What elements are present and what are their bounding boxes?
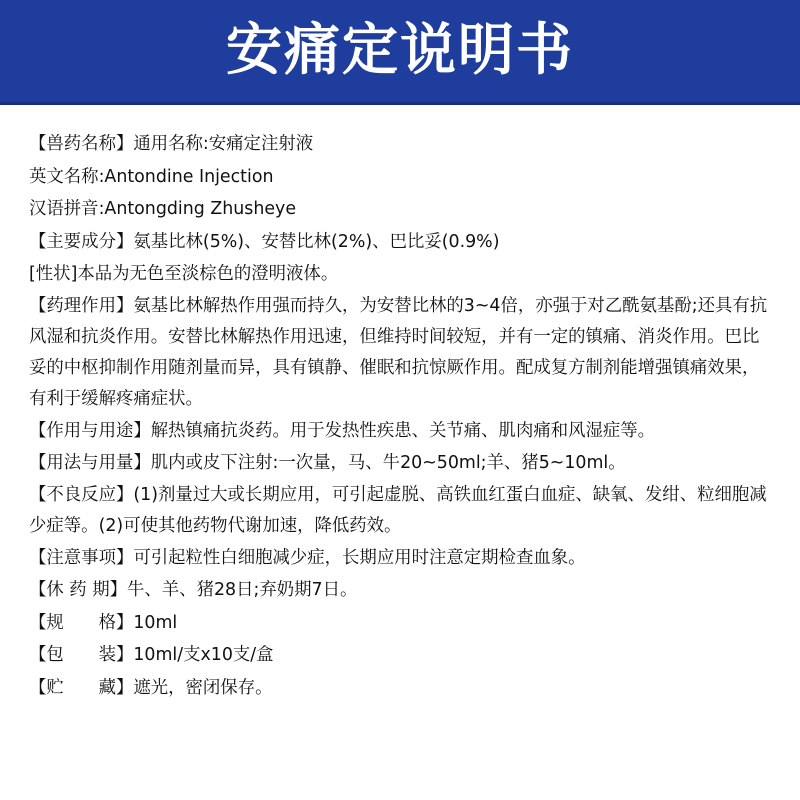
- document-body: [29, 128, 775, 704]
- field-drug-name: 【兽药名称】通用名称:安痛定注射液: [29, 134, 314, 154]
- field-storage: 【贮 藏】遮光，密闭保存。: [29, 677, 273, 698]
- field-indications: 【作用与用途】解热镇痛抗炎药。用于发热性疾患、关节痛、肌肉痛和风湿症等。: [29, 420, 656, 441]
- field-english-name: 英文名称:Antondine Injection: [29, 166, 274, 187]
- page-title: 安痛定说明书: [226, 18, 574, 83]
- field-withdrawal-period: 【休 药 期】牛、羊、猪28日;弃奶期7日。: [29, 580, 358, 600]
- field-appearance: [性状]本品为无色至淡棕色的澄明液体。: [29, 264, 339, 284]
- field-dosage: 【用法与用量】肌内或皮下注射:一次量，马、牛20~50ml;羊、猪5~10ml。: [29, 453, 626, 473]
- field-adverse-reactions: 【不良反应】(1)剂量过大或长期应用，可引起虚脱、高铁血红蛋白血症、缺氧、发绀、粒细胞减少症等。(2)可使其他药物代谢加速，降低药效。: [29, 484, 767, 536]
- field-ingredients: 【主要成分】氨基比林(5%)、安替比林(2%)、巴比妥(0.9%): [29, 231, 500, 252]
- field-pinyin: 汉语拼音:Antongding Zhusheye: [29, 199, 297, 219]
- field-precautions: 【注意事项】可引起粒性白细胞减少症，长期应用时注意定期检查血象。: [29, 547, 586, 568]
- field-package: 【包 装】10ml/支x10支/盒: [29, 645, 274, 665]
- field-pharmacology: 【药理作用】氨基比林解热作用强而持久，为安替比林的3~4倍，亦强于对乙酰氨基酚;还具有抗风湿和抗炎作用。安替比林解热作用迅速，但维持时间较短，并有一定的镇痛、消炎作用。巴比妥的中枢抑制作用随剂量而异，具有镇静、催眠和抗惊厥作用。配成复方制剂能增强镇痛效果，有利于缓解疼痛症状。: [29, 295, 768, 409]
- title-banner-inner: [8, 8, 792, 94]
- field-specification: 【规 格】10ml: [29, 612, 178, 633]
- title-banner: [0, 0, 800, 105]
